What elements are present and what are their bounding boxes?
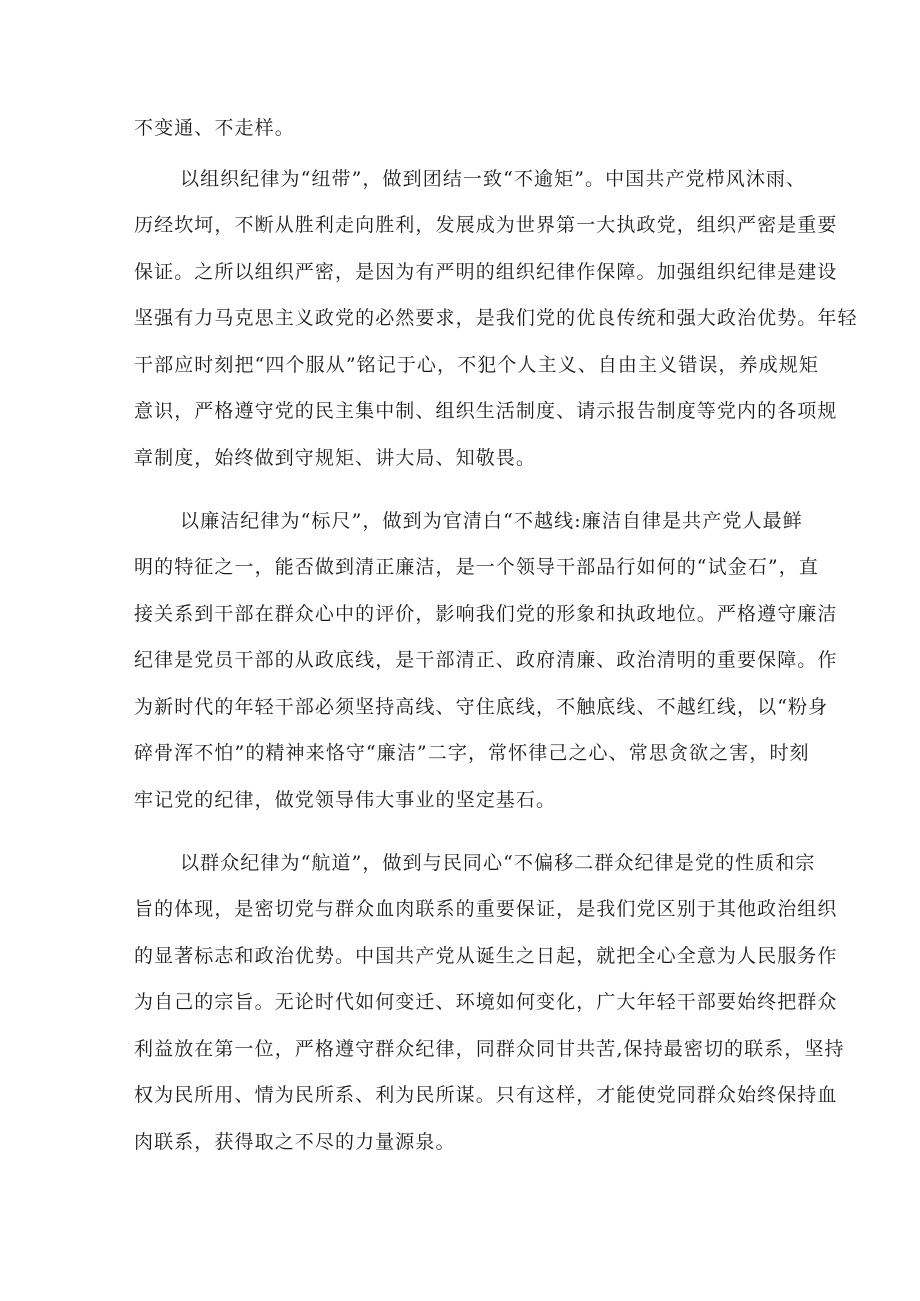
text-line: 明的特征之一，能否做到清正廉洁，是一个领导干部品行如何的“试金石”，直 xyxy=(134,556,819,578)
text-line: 牢记党的纪律，做党领导伟大事业的坚定基石。 xyxy=(134,789,557,811)
text-line: 为新时代的年轻干部必须坚持高线、守住底线，不触底线、不越红线，以“粉身 xyxy=(134,696,829,718)
text-line: 权为民所用、情为民所系、利为民所谋。只有这样，才能使党同群众始终保持血 xyxy=(134,1084,838,1106)
text-line: 不变通、不走样。 xyxy=(134,117,295,139)
text-line: 碎骨浑不怕”的精神来恪守“廉洁”二字，常怀律己之心、常思贪欲之害，时刻 xyxy=(134,742,810,764)
paragraph-first-line: 以群众纪律为“航道”，做到与民同心“不偏移二群众纪律是党的性质和宗 xyxy=(180,852,816,874)
text-line: 纪律是党员干部的从政底线，是干部清正、政府清廉、政治清明的重要保障。作 xyxy=(134,649,838,671)
text-line: 章制度，始终做到守规矩、讲大局、知敬畏。 xyxy=(134,447,537,469)
text-line: 肉联系，获得取之不尽的力量源泉。 xyxy=(134,1131,456,1153)
text-line: 坚强有力马克思主义政党的必然要求，是我们党的优良传统和强大政治优势。年轻 xyxy=(134,307,858,329)
paragraph-first-line: 以组织纪律为“纽带”，做到团结一致“不逾矩”。中国共产党栉风沐雨、 xyxy=(180,168,807,190)
text-line: 保证。之所以组织严密，是因为有严明的组织纪律作保障。加强组织纪律是建设 xyxy=(134,261,838,283)
text-line: 干部应时刻把“四个服从”铭记于心，不犯个人主义、自由主义错误，养成规矩 xyxy=(134,354,819,376)
text-line: 利益放在第一位，严格遵守群众纪律，同群众同甘共苦,保持最密切的联系，坚持 xyxy=(134,1038,845,1060)
text-line: 接关系到干部在群众心中的评价，影响我们党的形象和执政地位。严格遵守廉洁 xyxy=(134,603,838,625)
text-line: 的显著标志和政治优势。中国共产党从诞生之日起，就把全心全意为人民服务作 xyxy=(134,945,838,967)
text-line: 历经坎坷，不断从胜利走向胜利，发展成为世界第一大执政党，组织严密是重要 xyxy=(134,214,838,236)
paragraph-first-line: 以廉洁纪律为“标尺”，做到为官清白“不越线:廉洁自律是共产党人最鲜 xyxy=(180,510,803,532)
text-line: 为自己的宗旨。无论时代如何变迁、环境如何变化，广大年轻干部要始终把群众 xyxy=(134,991,838,1013)
text-line: 意识，严格遵守党的民主集中制、组织生活制度、请示报告制度等党内的各项规 xyxy=(134,400,838,422)
text-line: 旨的体现，是密切党与群众血肉联系的重要保证，是我们党区别于其他政治组织 xyxy=(134,898,838,920)
